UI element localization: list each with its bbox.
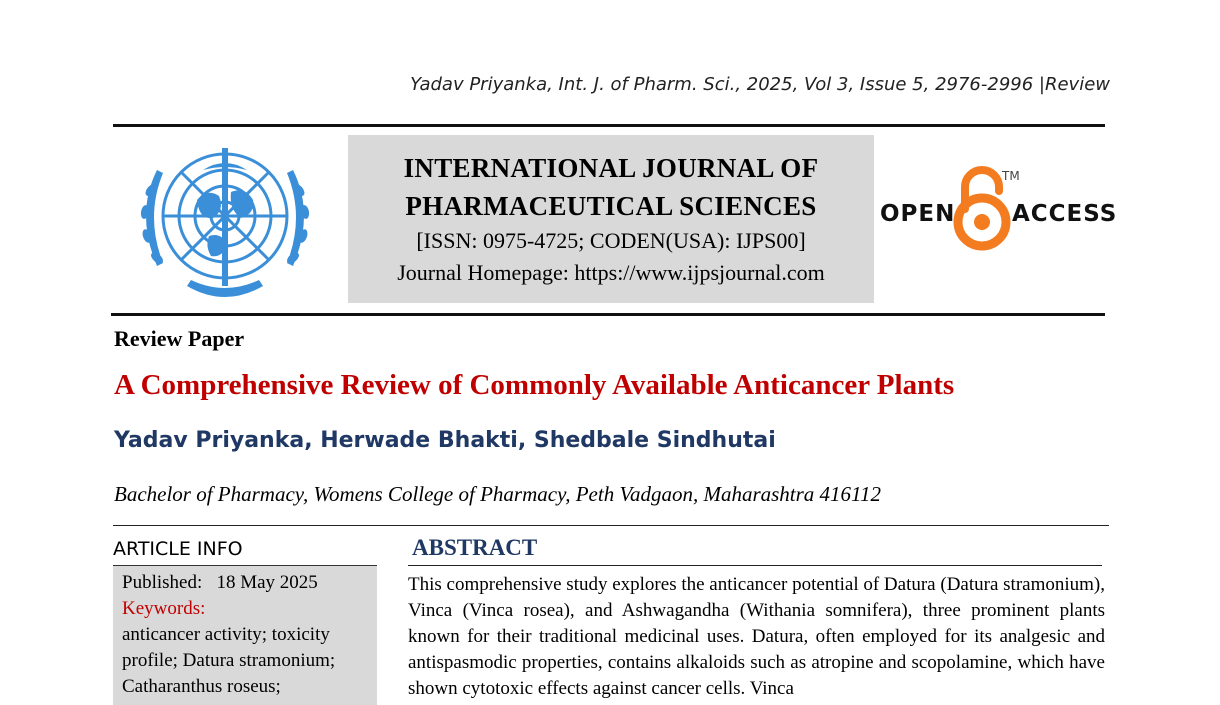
- header-bottom-rule: [111, 313, 1105, 316]
- journal-title-line-1: INTERNATIONAL JOURNAL OF: [403, 153, 819, 183]
- article-info-heading: ARTICLE INFO: [113, 538, 243, 560]
- keywords-line: Catharanthus roseus;: [122, 676, 281, 697]
- keywords-line: profile; Datura stramonium;: [122, 650, 336, 671]
- top-rule: [113, 124, 1105, 127]
- published-label: Published:: [122, 572, 203, 593]
- journal-banner: [348, 135, 874, 303]
- running-header-citation: Yadav Priyanka, Int. J. of Pharm. Sci., 2025, Vol 3, Issue 5, 2976-2996 |Review: [410, 74, 1110, 95]
- journal-issn: [ISSN: 0975-4725; CODEN(USA): IJPS00]: [416, 228, 806, 253]
- keywords-label: Keywords:: [122, 598, 206, 619]
- published-row: [122, 570, 368, 596]
- article-title: A Comprehensive Review of Commonly Available Anticancer Plants: [114, 369, 955, 401]
- open-access-logo: [880, 165, 1118, 255]
- article-info-box: [113, 565, 377, 705]
- journal-title: [348, 135, 874, 225]
- abstract-text: This comprehensive study explores the anticancer potential of Datura (Datura stramonium), Vinca (Vinca rosea), and Ashwagandha (Withania somnifera), three prominent plants known for their traditional medicinal uses. Datura, often employed for its analgesic and antispasmodic properties, contains alkaloids such as atropine and scopolamine, which have shown cytotoxic effects against cancer cells. Vinca: [408, 574, 1105, 699]
- journal-title-line-2: PHARMACEUTICAL SCIENCES: [405, 191, 817, 221]
- journal-homepage[interactable]: Journal Homepage: https://www.ijpsjournal.com: [397, 260, 825, 285]
- journal-emblem-logo: [127, 140, 323, 304]
- open-access-access-text: ACCESS: [1012, 201, 1118, 227]
- author-affiliation: Bachelor of Pharmacy, Womens College of Pharmacy, Peth Vadgaon, Maharashtra 416112: [114, 482, 882, 506]
- open-access-open-text: OPEN: [880, 201, 956, 227]
- abstract-heading-rule: [408, 565, 1102, 566]
- published-date: 18 May 2025: [216, 572, 318, 593]
- section-rule: [113, 525, 1109, 526]
- abstract-heading: ABSTRACT: [412, 535, 538, 560]
- article-type: Review Paper: [114, 326, 245, 351]
- article-authors: Yadav Priyanka, Herwade Bhakti, Shedbale Sindhutai: [114, 428, 776, 453]
- keywords-line: anticancer activity; toxicity: [122, 624, 330, 645]
- trademark-mark: TM: [1002, 169, 1020, 183]
